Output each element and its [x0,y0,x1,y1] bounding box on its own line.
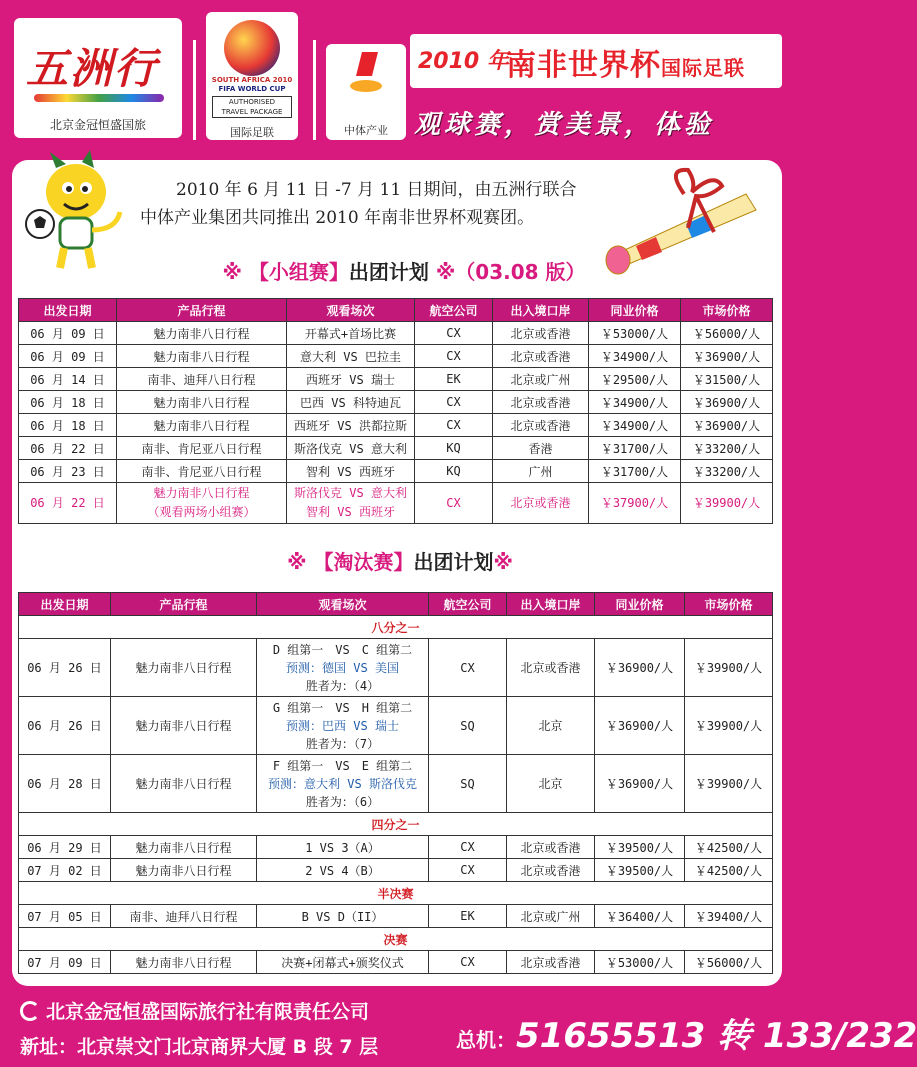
table-cell: ￥39500/人 [595,836,685,859]
table-row [19,951,773,974]
cell-line: 胜者为：（6） [305,794,380,809]
title-main [506,40,745,84]
header [0,0,800,160]
column-header: 市场价格 [681,299,773,322]
column-header: 出发日期 [19,593,111,616]
table-cell: 06 月 26 日 [19,639,111,697]
table-cell: KQ [415,437,493,460]
table-cell: 北京或香港 [493,414,589,437]
wuzhou-wordmark: 五洲行 [26,44,159,93]
table-row [19,905,773,928]
table-cell: ￥53000/人 [595,951,685,974]
table-cell: ￥36900/人 [681,414,773,437]
cell-line: 胜者为：（4） [305,678,380,693]
table-row [19,414,773,437]
group-stage-title [0,256,804,285]
phone [456,1008,917,1057]
table-cell: B VS D（II） [257,905,429,928]
cell-line: 智利 VS 西班牙 [306,505,395,519]
table-cell: 北京或香港 [507,836,595,859]
stage-row [19,616,773,639]
table-cell: 07 月 05 日 [19,905,111,928]
table-cell: ￥39900/人 [681,483,773,524]
phone-label: 总机： [456,1028,516,1052]
table-cell: 斯洛伐克 VS 意大利 [287,437,415,460]
fifa-trophy-icon [224,20,280,76]
table-cell: CX [429,639,507,697]
table-cell: EK [415,368,493,391]
fifa-badge-line: SOUTH AFRICA 2010 [211,76,293,84]
package-line: AUTHORISED [228,98,276,106]
table-cell: 北京或香港 [493,483,589,524]
cell-line: （观看两场小组赛） [147,505,256,519]
table-cell: 06 月 22 日 [19,437,117,460]
table-cell [257,639,429,697]
title-version: （03.08 版） [455,260,586,284]
table-cell: SQ [429,755,507,813]
table-cell: ￥53000/人 [589,322,681,345]
china-sports-logo-icon [348,50,384,94]
table-cell: ￥29500/人 [589,368,681,391]
table-cell: ￥39500/人 [595,859,685,882]
table-cell: CX [429,951,507,974]
column-header: 出入境口岸 [493,299,589,322]
table-cell: 决赛+闭幕式+颁奖仪式 [257,951,429,974]
cell-line: G 组第一 VS H 组第二 [272,700,413,715]
divider [193,40,196,140]
table-cell: ￥34900/人 [589,391,681,414]
table-cell: KQ [415,460,493,483]
table-cell: 06 月 23 日 [19,460,117,483]
table-cell: 北京 [507,697,595,755]
column-header: 航空公司 [429,593,507,616]
table-row [19,391,773,414]
table-cell: 魅力南非八日行程 [111,859,257,882]
table-cell: ￥31500/人 [681,368,773,391]
stage-row [19,928,773,951]
table-cell: 07 月 02 日 [19,859,111,882]
table-row [19,755,773,813]
title-highlight: 【小组赛】 [248,260,349,284]
column-header: 市场价格 [685,593,773,616]
title-mark: ※ [435,260,456,284]
table-cell: ￥33200/人 [681,437,773,460]
table-cell: ￥36900/人 [595,697,685,755]
table-cell: 2 VS 4（B） [257,859,429,882]
table-cell: ￥37900/人 [589,483,681,524]
table-header-row [19,299,773,322]
phone-number: 51655513 转 133/232 [516,1016,917,1056]
table-cell: ￥36900/人 [595,639,685,697]
title-text: 出团计划 [348,260,429,284]
table-cell: 智利 VS 西班牙 [287,460,415,483]
table-cell: 06 月 26 日 [19,697,111,755]
table-cell: CX [415,391,493,414]
table-cell: ￥39900/人 [685,639,773,697]
table-cell: ￥36400/人 [595,905,685,928]
table-cell: 06 月 22 日 [19,483,117,524]
cell-line: 胜者为：（7） [305,736,380,751]
table-cell: SQ [429,697,507,755]
table-row [19,859,773,882]
table-cell: CX [415,322,493,345]
table-cell: 意大利 VS 巴拉圭 [287,345,415,368]
column-header: 同业价格 [595,593,685,616]
intro-line: 2010 年 6 月 11 日 -7 月 11 日期间，由五洲行联合 [176,180,577,200]
table-cell: 06 月 29 日 [19,836,111,859]
stage-row [19,813,773,836]
table-cell: 北京或香港 [493,391,589,414]
address [20,1032,378,1059]
cell-line: 魅力南非八日行程 [153,486,250,500]
package-line: TRAVEL PACKAGE [221,108,283,116]
table-cell: ￥42500/人 [685,836,773,859]
company-name [20,997,369,1024]
table-cell: 南非、迪拜八日行程 [117,368,287,391]
rainbow-swoosh [34,94,164,102]
table-cell: 北京或香港 [493,322,589,345]
group-stage-table [18,298,773,524]
cell-line: D 组第一 VS C 组第二 [272,642,413,657]
table-cell: ￥39900/人 [685,697,773,755]
divider [313,40,316,140]
ctg-logo [326,44,406,140]
travel-package-box [212,96,292,118]
knockout-stage-table [18,592,773,974]
table-cell: 魅力南非八日行程 [111,755,257,813]
table-row [19,483,773,524]
table-cell: 南非、迪拜八日行程 [111,905,257,928]
table-cell: CX [429,836,507,859]
zakumi-mascot-icon [20,150,128,272]
table-cell: 北京或广州 [493,368,589,391]
table-cell: 魅力南非八日行程 [117,322,287,345]
table-cell: 魅力南非八日行程 [111,836,257,859]
table-cell: 香港 [493,437,589,460]
stage-label: 八分之一 [19,616,773,639]
fifa-package-logo [206,12,298,140]
column-header: 出发日期 [19,299,117,322]
table-cell: 06 月 28 日 [19,755,111,813]
table-cell: 北京或广州 [507,905,595,928]
title-tail: 国际足联 [661,56,745,80]
table-cell [257,755,429,813]
table-row [19,639,773,697]
wuzhou-logo [14,18,182,138]
table-row [19,697,773,755]
table-cell: 南非、肯尼亚八日行程 [117,460,287,483]
table-cell [287,483,415,524]
prediction-line: 预测：巴西 VS 瑞士 [286,718,399,733]
table-cell [117,483,287,524]
title-text: 出团计划 [413,550,494,574]
table-cell: CX [415,345,493,368]
title-mark: ※ [287,550,307,574]
table-cell: 广州 [493,460,589,483]
title-main-text: 南非世界杯 [506,48,661,83]
table-cell [257,697,429,755]
cell-line: F 组第一 VS E 组第二 [272,758,413,773]
table-cell: CX [415,483,493,524]
table-cell: 06 月 09 日 [19,322,117,345]
table-cell: 06 月 14 日 [19,368,117,391]
title-year: 2010 年 [418,49,509,74]
address-label: 新址： [20,1036,78,1058]
stage-row [19,882,773,905]
column-header: 产品行程 [117,299,287,322]
table-cell: CX [429,859,507,882]
table-cell: ￥36900/人 [595,755,685,813]
table-cell: ￥56000/人 [681,322,773,345]
title-banner [410,34,782,88]
table-cell: ￥39400/人 [685,905,773,928]
stage-label: 四分之一 [19,813,773,836]
table-cell: EK [429,905,507,928]
table-cell: 06 月 09 日 [19,345,117,368]
table-cell: 1 VS 3（A） [257,836,429,859]
table-cell: 06 月 18 日 [19,391,117,414]
wuzhou-subtitle: 北京金冠恒盛国旅 [49,118,146,132]
table-row [19,345,773,368]
column-header: 产品行程 [111,593,257,616]
table-cell: 西班牙 VS 洪都拉斯 [287,414,415,437]
table-cell: 魅力南非八日行程 [117,391,287,414]
table-cell: ￥36900/人 [681,391,773,414]
table-header-row [19,593,773,616]
table-cell: ￥56000/人 [685,951,773,974]
table-cell: 魅力南非八日行程 [117,414,287,437]
table-row [19,460,773,483]
prediction-line: 预测：德国 VS 美国 [286,660,399,675]
table-cell: 北京或香港 [507,951,595,974]
table-cell: 07 月 09 日 [19,951,111,974]
fifa-badge-line: FIFA WORLD CUP [218,85,286,93]
title-highlight: 【淘汰赛】 [313,550,414,574]
table-cell: ￥34900/人 [589,345,681,368]
company-name-text: 北京金冠恒盛国际旅行社有限责任公司 [46,1001,370,1023]
prediction-line: 预测：意大利 VS 斯洛伐克 [268,776,417,791]
table-cell: 北京 [507,755,595,813]
table-cell: 西班牙 VS 瑞士 [287,368,415,391]
table-cell: 魅力南非八日行程 [111,951,257,974]
fifa-subtitle: 国际足联 [230,126,274,139]
table-cell: 魅力南非八日行程 [111,639,257,697]
table-cell: 南非、肯尼亚八日行程 [117,437,287,460]
table-cell: ￥31700/人 [589,460,681,483]
table-cell: CX [415,414,493,437]
table-cell: 魅力南非八日行程 [117,345,287,368]
table-cell: 06 月 18 日 [19,414,117,437]
table-cell: ￥33200/人 [681,460,773,483]
table-row [19,836,773,859]
title-mark: ※ [493,550,513,574]
stage-label: 决赛 [19,928,773,951]
address-text: 北京崇文门北京商界大厦 B 段 7 层 [77,1036,379,1058]
table-row [19,322,773,345]
intro-line: 中体产业集团共同推出 2010 年南非世界杯观赛团。 [140,208,535,228]
company-logo-icon [20,1001,40,1021]
ctg-subtitle: 中体产业 [344,124,388,137]
column-header: 出入境口岸 [507,593,595,616]
table-cell: 北京或香港 [493,345,589,368]
title-mark: ※ [222,260,242,284]
table-cell: ￥42500/人 [685,859,773,882]
table-row [19,437,773,460]
table-cell: ￥34900/人 [589,414,681,437]
table-cell: 开幕式+首场比赛 [287,322,415,345]
slogan: 观球赛，赏美景，体验 [414,110,715,140]
table-cell: 巴西 VS 科特迪瓦 [287,391,415,414]
table-row [19,368,773,391]
column-header: 观看场次 [257,593,429,616]
table-cell: 北京或香港 [507,859,595,882]
column-header: 观看场次 [287,299,415,322]
table-cell: ￥39900/人 [685,755,773,813]
column-header: 航空公司 [415,299,493,322]
stage-label: 半决赛 [19,882,773,905]
knockout-stage-title [0,546,800,575]
column-header: 同业价格 [589,299,681,322]
table-cell: 北京或香港 [507,639,595,697]
cell-line: 斯洛伐克 VS 意大利 [294,486,407,500]
intro-text [140,176,660,232]
table-cell: ￥36900/人 [681,345,773,368]
table-cell: 魅力南非八日行程 [111,697,257,755]
table-cell: ￥31700/人 [589,437,681,460]
